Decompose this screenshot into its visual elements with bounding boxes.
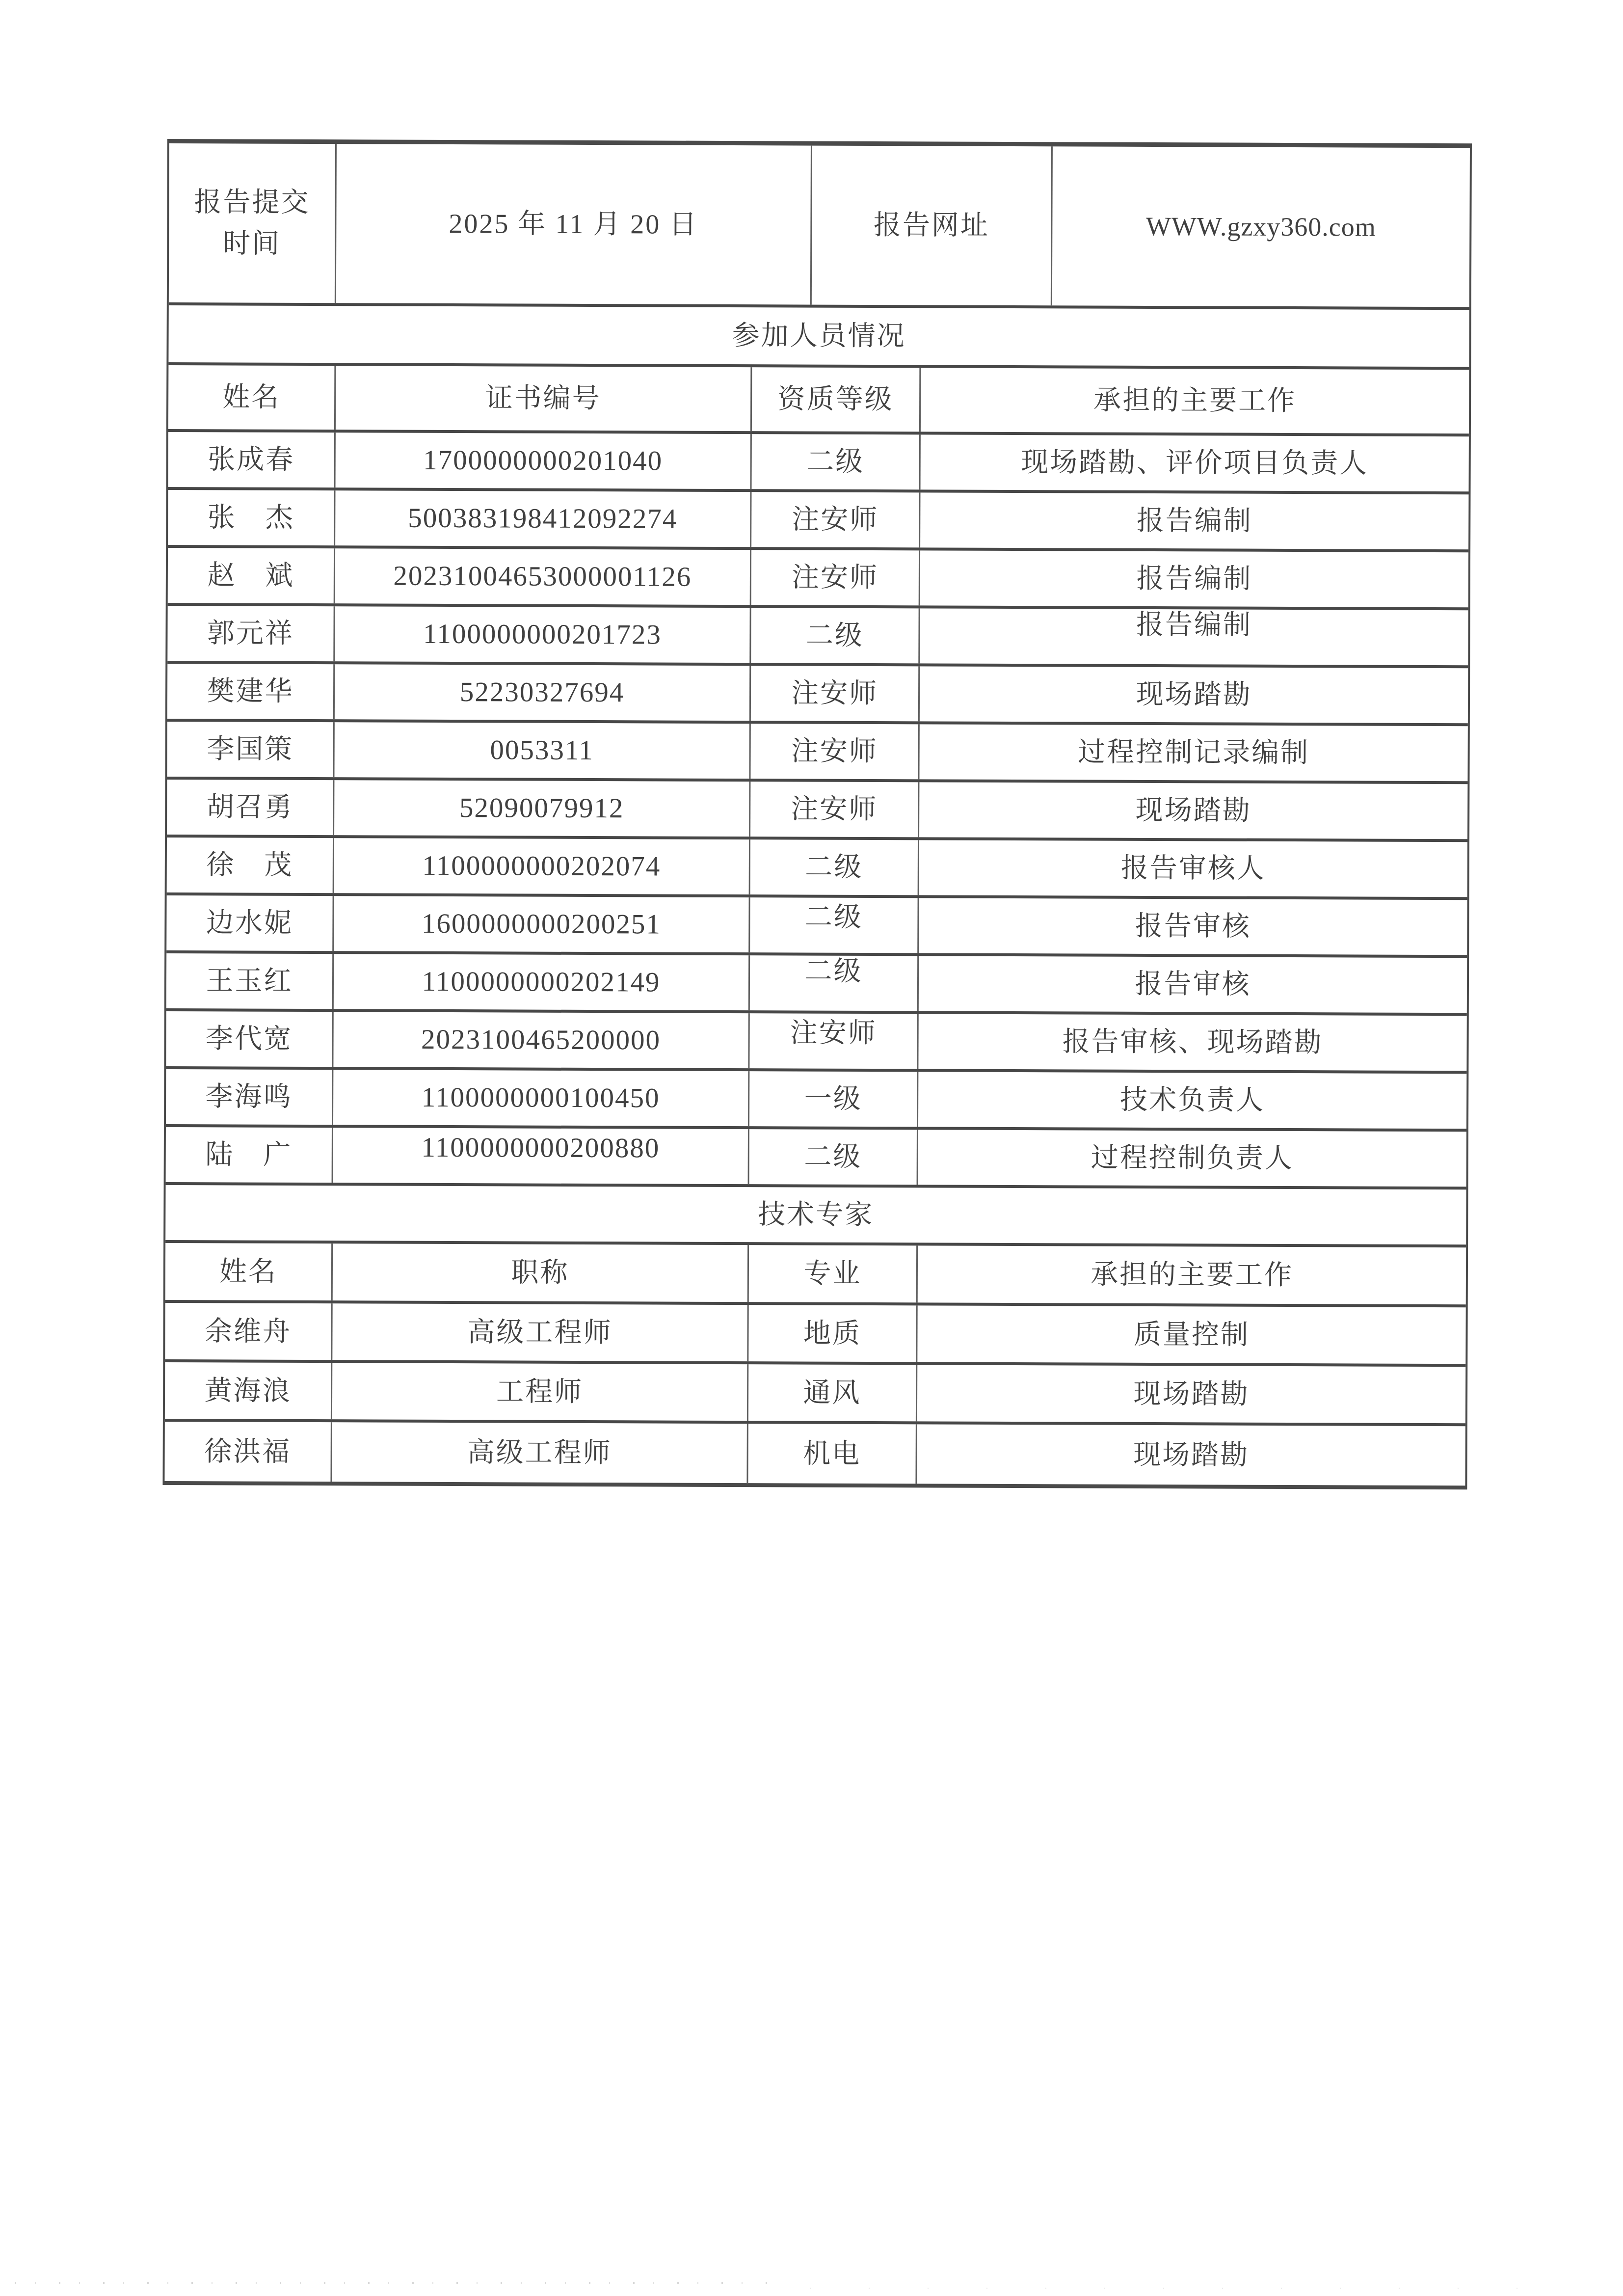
cell-name: 边水妮 — [166, 895, 334, 951]
cell-grade: 注安师 — [751, 666, 920, 721]
column-header-title: 职称 — [333, 1243, 749, 1302]
cell-work: 报告审核人 — [1120, 853, 1266, 884]
cell-work — [920, 608, 1468, 665]
participant-row — [166, 1127, 1466, 1189]
personnel-info-table — [162, 139, 1472, 1489]
cell-cert-no-text: 1100000000200880 — [421, 1132, 660, 1164]
cell-work: 过程控制负责人 — [1091, 1142, 1294, 1174]
cell-grade — [749, 1013, 918, 1069]
cell-name: 胡召勇 — [167, 780, 334, 835]
column-header-cert-no: 证书编号 — [336, 366, 752, 431]
report-submit-time-label: 报告提交 时间 — [169, 143, 337, 303]
cell-work: 报告审核 — [1135, 911, 1251, 942]
expert-row — [165, 1303, 1465, 1367]
cell-grade: 注安师 — [750, 724, 919, 779]
cell-cert-no: 1100000000201723 — [335, 606, 751, 663]
participant-row — [166, 895, 1467, 958]
cell-work: 现场踏勘 — [1133, 1378, 1250, 1410]
cell-cert-no: 1100000000202074 — [334, 838, 750, 894]
cell-work: 技术负责人 — [1120, 1084, 1265, 1116]
cell-cert-no: 2023100465200000 — [333, 1012, 749, 1068]
participant-row — [166, 1011, 1466, 1074]
participant-row — [166, 1069, 1466, 1132]
cell-name: 张成春 — [168, 432, 336, 487]
cell-work: 报告编制 — [1136, 563, 1252, 594]
column-header-name: 姓名 — [165, 1243, 333, 1300]
participant-row — [168, 548, 1468, 610]
cell-work: 报告审核、现场踏勘 — [1062, 1026, 1323, 1058]
cell-grade: 二级 — [752, 434, 921, 489]
cell-name: 赵 斌 — [168, 548, 335, 603]
expert-row — [165, 1362, 1465, 1426]
cell-grade-text: 二级 — [804, 902, 863, 933]
cell-name: 李国策 — [167, 722, 334, 777]
experts-section-title: 技术专家 — [758, 1199, 874, 1231]
cell-grade: 注安师 — [751, 492, 920, 547]
cell-name: 余维舟 — [165, 1303, 332, 1360]
cell-specialty: 通风 — [748, 1364, 917, 1421]
cell-grade — [750, 897, 919, 953]
participant-row — [166, 953, 1467, 1016]
scan-artifact — [15, 2282, 780, 2284]
column-header-work: 承担的主要工作 — [1093, 385, 1297, 417]
column-header-name: 姓名 — [168, 365, 336, 430]
scan-artifact — [810, 2288, 1546, 2289]
cell-cert-no: 1100000000100450 — [333, 1070, 749, 1126]
cell-cert-no: 500383198412092274 — [335, 490, 751, 547]
cell-grade: 二级 — [751, 608, 920, 663]
column-header-grade: 资质等级 — [752, 367, 921, 432]
cell-name: 张 杰 — [168, 490, 335, 545]
column-header-work: 承担的主要工作 — [1090, 1259, 1294, 1291]
cell-grade — [750, 955, 919, 1011]
cell-work: 现场踏勘 — [1136, 679, 1252, 710]
expert-row — [164, 1422, 1465, 1486]
cell-name: 李代宽 — [166, 1011, 333, 1067]
cell-cert-no: 1600000000200251 — [334, 896, 750, 952]
cell-work: 报告编制 — [1136, 505, 1252, 537]
cell-name: 郭元祥 — [167, 606, 335, 661]
cell-work: 报告审核 — [1135, 969, 1251, 1000]
cell-work-text: 报告编制 — [1136, 609, 1252, 641]
cell-name: 樊建华 — [167, 664, 335, 719]
participant-row — [167, 780, 1467, 842]
cell-grade: 注安师 — [751, 550, 920, 605]
cell-grade: 二级 — [749, 1129, 918, 1185]
cell-specialty: 地质 — [748, 1305, 917, 1362]
cell-name: 李海鸣 — [166, 1069, 333, 1125]
cell-specialty: 机电 — [748, 1424, 917, 1484]
report-url-label: 报告网址 — [812, 146, 1053, 306]
cell-work: 质量控制 — [1133, 1319, 1250, 1351]
cell-cert-no — [333, 1128, 749, 1184]
report-submit-time-value: 2025 年 11 月 20 日 — [336, 144, 812, 304]
cell-title: 工程师 — [332, 1363, 748, 1421]
cell-title: 高级工程师 — [332, 1303, 748, 1361]
cell-name: 王玉红 — [166, 953, 334, 1009]
cell-grade: 一级 — [749, 1071, 918, 1127]
participant-row — [167, 722, 1467, 784]
participant-row — [168, 432, 1469, 494]
cell-grade: 二级 — [750, 839, 919, 895]
participant-row — [167, 664, 1468, 726]
report-info-row — [169, 143, 1470, 310]
cell-name: 徐 茂 — [167, 837, 334, 893]
cell-grade-text: 注安师 — [790, 1018, 877, 1049]
cell-cert-no: 20231004653000001126 — [335, 548, 751, 605]
cell-work: 现场踏勘 — [1135, 795, 1251, 826]
cell-name: 徐洪福 — [164, 1422, 332, 1482]
cell-name: 陆 广 — [166, 1127, 333, 1183]
cell-work: 现场踏勘 — [1133, 1439, 1250, 1471]
participants-header-row — [168, 365, 1469, 436]
cell-cert-no: 52090079912 — [334, 780, 750, 837]
cell-title: 高级工程师 — [332, 1422, 748, 1483]
cell-work: 现场踏勘、评价项目负责人 — [1021, 447, 1369, 479]
participants-section-title: 参加人员情况 — [732, 321, 906, 352]
cell-grade-text: 二级 — [804, 956, 863, 987]
participants-section-row — [168, 305, 1469, 370]
experts-section-row — [165, 1185, 1466, 1247]
participant-row — [168, 490, 1468, 552]
cell-cert-no: 52230327694 — [335, 664, 751, 721]
participant-row — [167, 837, 1467, 900]
cell-cert-no: 1700000000201040 — [336, 432, 752, 489]
participant-row — [167, 606, 1468, 668]
experts-header-row — [165, 1243, 1466, 1307]
cell-cert-no: 1100000000202149 — [334, 954, 750, 1010]
column-header-specialty: 专业 — [749, 1245, 918, 1302]
cell-cert-no: 0053311 — [334, 722, 750, 779]
cell-name: 黄海浪 — [165, 1362, 332, 1419]
report-url-value: WWW.gzxy360.com — [1145, 211, 1376, 242]
cell-grade: 注安师 — [750, 782, 919, 837]
cell-work: 过程控制记录编制 — [1078, 737, 1310, 769]
